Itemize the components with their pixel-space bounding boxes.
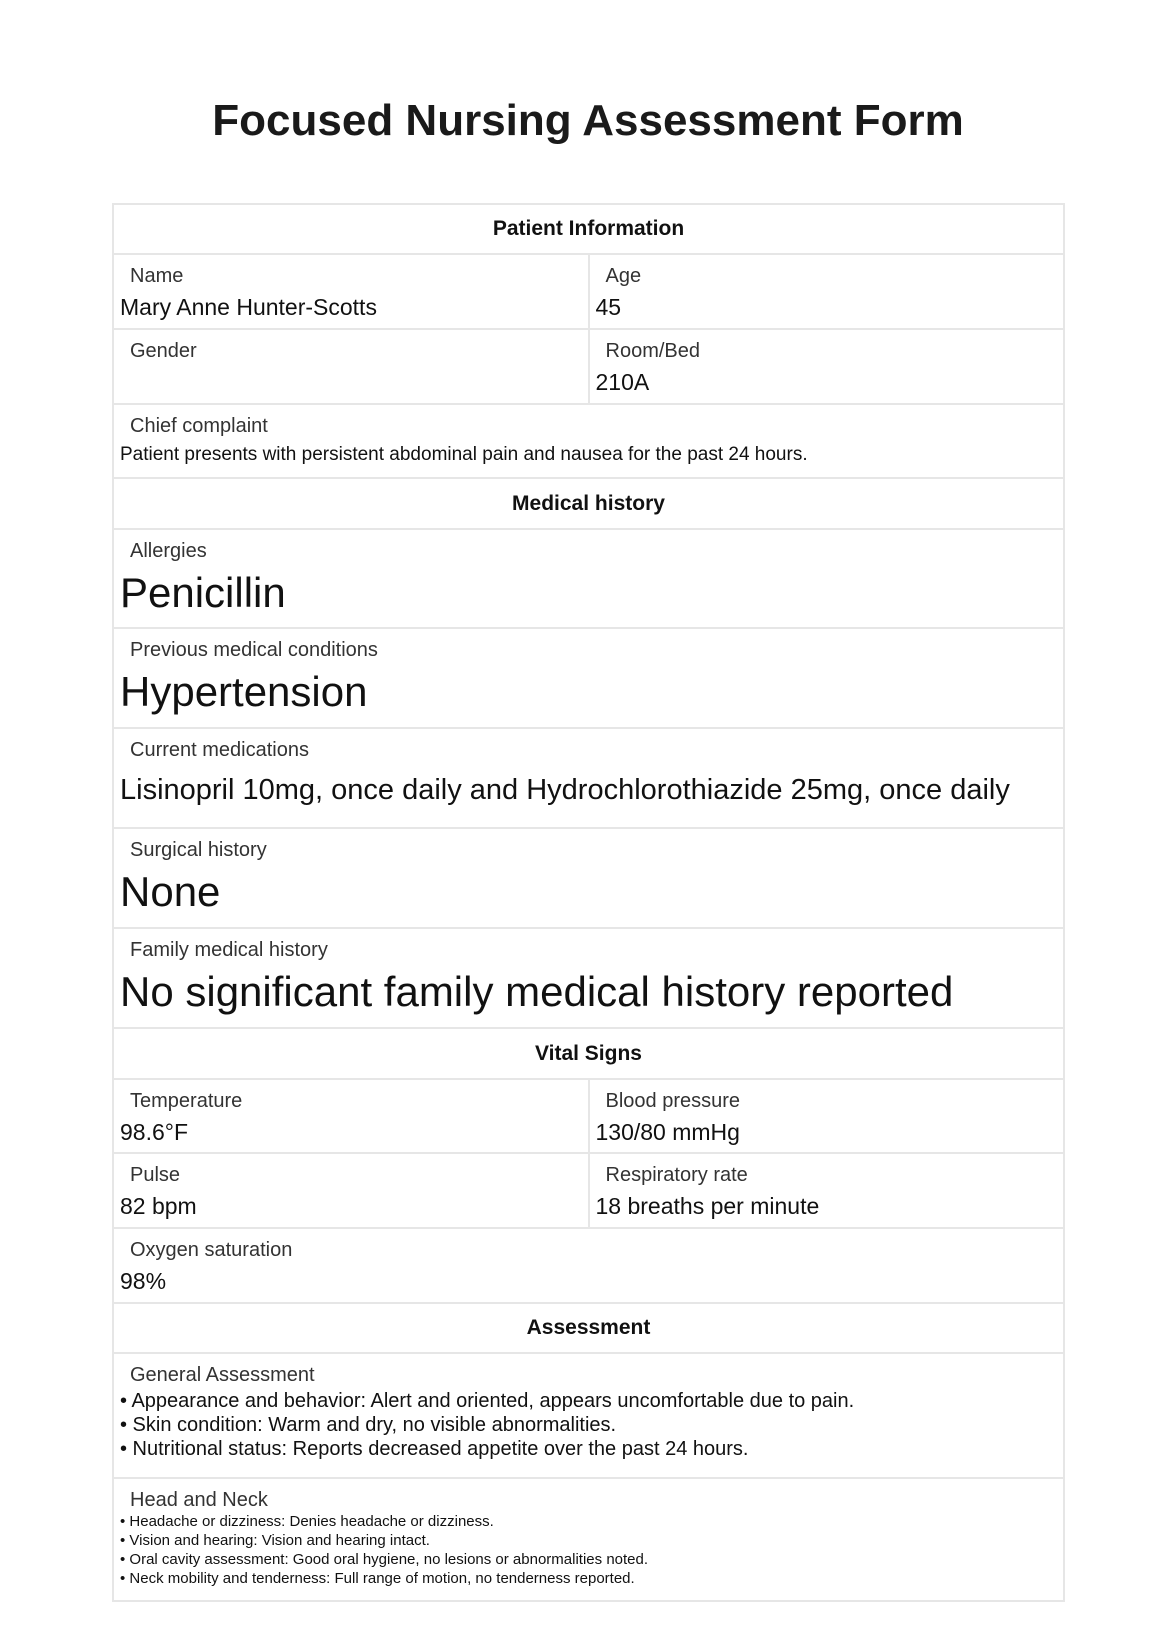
blood-pressure-value: 130/80 mmHg bbox=[595, 1119, 740, 1145]
assessment-form-table bbox=[112, 203, 1065, 1602]
temperature-value: 98.6°F bbox=[120, 1119, 189, 1145]
head-neck-label: Head and Neck bbox=[130, 1489, 268, 1511]
chief-complaint-field[interactable] bbox=[114, 405, 1063, 477]
name-label: Name bbox=[130, 265, 184, 287]
general-assessment-item: • Nutritional status: Reports decreased appetite over the past 24 hours. bbox=[120, 1438, 749, 1460]
head-neck-item: • Headache or dizziness: Denies headache or dizziness. bbox=[120, 1513, 494, 1530]
family-history-value: No significant family medical history reported bbox=[120, 968, 954, 1015]
blood-pressure-field[interactable] bbox=[588, 1080, 1064, 1152]
pulse-value: 82 bpm bbox=[120, 1193, 197, 1219]
respiratory-rate-value: 18 breaths per minute bbox=[595, 1193, 820, 1219]
blood-pressure-label: Blood pressure bbox=[605, 1090, 741, 1112]
head-neck-item: • Vision and hearing: Vision and hearing intact. bbox=[120, 1532, 430, 1549]
respiratory-rate-label: Respiratory rate bbox=[605, 1164, 748, 1186]
general-assessment-item: • Skin condition: Warm and dry, no visible abnormalities. bbox=[120, 1414, 617, 1436]
oxygen-saturation-field[interactable] bbox=[114, 1229, 1063, 1302]
surgical-value: None bbox=[120, 868, 221, 915]
surgical-label: Surgical history bbox=[130, 839, 267, 861]
age-field[interactable] bbox=[588, 255, 1064, 328]
medications-field[interactable] bbox=[114, 729, 1063, 827]
gender-label: Gender bbox=[130, 340, 197, 362]
general-assessment-item: • Appearance and behavior: Alert and oriented, appears uncomfortable due to pain. bbox=[120, 1390, 855, 1412]
room-value: 210A bbox=[595, 369, 650, 395]
chief-complaint-label: Chief complaint bbox=[130, 415, 268, 437]
allergies-field[interactable] bbox=[114, 530, 1063, 627]
name-field[interactable] bbox=[114, 255, 588, 328]
room-label: Room/Bed bbox=[605, 340, 700, 362]
conditions-label: Previous medical conditions bbox=[130, 639, 378, 661]
head-neck-item: • Oral cavity assessment: Good oral hygiene, no lesions or abnormalities noted. bbox=[120, 1551, 649, 1568]
oxygen-saturation-value: 98% bbox=[120, 1268, 167, 1294]
age-value: 45 bbox=[595, 294, 622, 320]
head-neck-field[interactable] bbox=[114, 1479, 1063, 1600]
allergies-value: Penicillin bbox=[120, 569, 286, 616]
family-history-label: Family medical history bbox=[130, 939, 328, 961]
temperature-field[interactable] bbox=[114, 1080, 588, 1152]
gender-field[interactable] bbox=[114, 330, 588, 403]
general-assessment-label: General Assessment bbox=[130, 1364, 315, 1386]
name-value: Mary Anne Hunter-Scotts bbox=[120, 294, 377, 320]
room-field[interactable] bbox=[588, 330, 1064, 403]
pulse-field[interactable] bbox=[114, 1154, 588, 1227]
page-title: Focused Nursing Assessment Form bbox=[212, 96, 964, 145]
oxygen-saturation-label: Oxygen saturation bbox=[130, 1239, 293, 1261]
medications-label: Current medications bbox=[130, 739, 309, 761]
chief-complaint-value: Patient presents with persistent abdominal pain and nausea for the past 24 hours. bbox=[120, 444, 808, 465]
pulse-label: Pulse bbox=[130, 1164, 181, 1186]
temperature-label: Temperature bbox=[130, 1090, 243, 1112]
age-label: Age bbox=[605, 265, 642, 287]
head-neck-item: • Neck mobility and tenderness: Full range of motion, no tenderness reported. bbox=[120, 1570, 635, 1587]
section-header-medical-history: Medical history bbox=[114, 479, 1063, 530]
conditions-field[interactable] bbox=[114, 629, 1063, 727]
medications-value: Lisinopril 10mg, once daily and Hydrochlorothiazide 25mg, once daily bbox=[120, 774, 1010, 806]
family-history-field[interactable] bbox=[114, 929, 1063, 1027]
general-assessment-field[interactable] bbox=[114, 1354, 1063, 1477]
respiratory-rate-field[interactable] bbox=[588, 1154, 1064, 1227]
surgical-field[interactable] bbox=[114, 829, 1063, 927]
section-header-assessment: Assessment bbox=[114, 1304, 1063, 1354]
conditions-value: Hypertension bbox=[120, 668, 368, 715]
section-header-patient-information: Patient Information bbox=[114, 205, 1063, 255]
allergies-label: Allergies bbox=[130, 540, 207, 562]
section-header-vital-signs: Vital Signs bbox=[114, 1029, 1063, 1080]
